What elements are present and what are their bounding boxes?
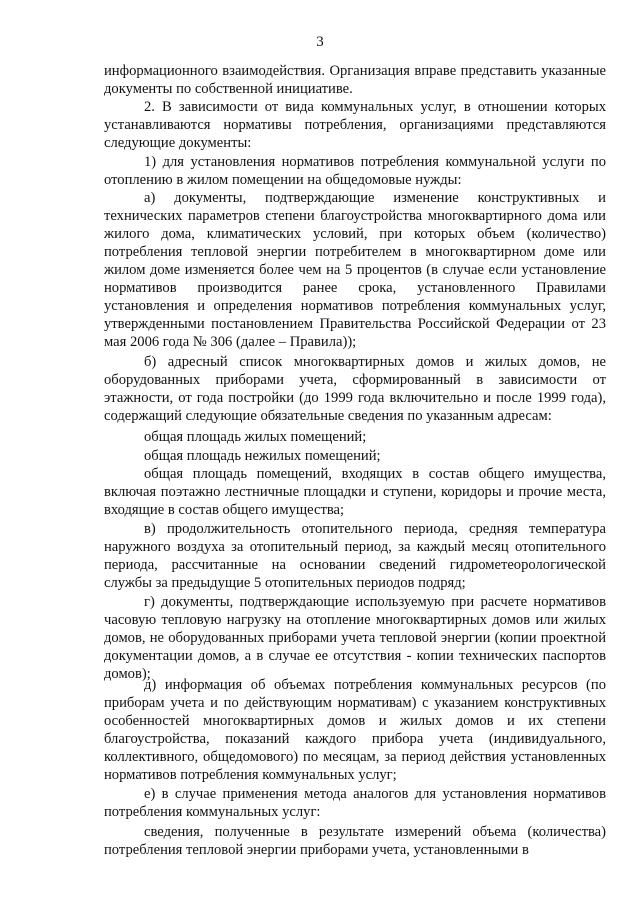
- paragraph-2: 2. В зависимости от вида коммунальных услуг, в отношении которых устанавливаются нормативы потребления, организациями представляются следующие документы:: [104, 99, 606, 151]
- paragraph-2-1-d: д) информация об объемах потребления коммунальных ресурсов (по приборам учета и по действующим нормативам) с указанием конструктивных особенностей многоквартирных домов и жилых домов и их степени благоустройства, показаний каждого прибора учета (индивидуального, коллективного, общедомового) по месяцам, за период действия установленных нормативов потребления коммунальных услуг;: [104, 677, 606, 783]
- paragraph-2-1-v: в) продолжительность отопительного периода, средняя температура наружного воздуха за отопительный период, за каждый месяц отопительного периода, рассчитанные на основании сведений гидрометеорологической службы за предыдущие 5 отопительных периодов подряд;: [104, 521, 606, 591]
- paragraph-2-1-a: а) документы, подтверждающие изменение конструктивных и технических параметров степени благоустройства многоквартирного дома или жилого дома, климатических условий, при которых объем (количество) потребления тепловой энергии потребителем в многоквартирном доме или жилом доме изменяется более чем на 5 процентов (в случае если установление нормативов производится ранее срока, установленного Правилами установления и определения нормативов потребления коммунальных услуг, утвержденными постановлением Правительства Российской Федерации от 23 мая 2006 года № 306 (далее – Правила));: [104, 190, 606, 350]
- paragraph-2-1-g: г) документы, подтверждающие используемую при расчете нормативов часовую тепловую нагрузку на отопление многоквартирных домов или жилых домов, не оборудованных приборами учета тепловой энергии (копии проектной документации домов, а в случае ее отсутствия - копии технических паспортов домов);: [104, 594, 606, 682]
- list-item-nonliving-area: общая площадь нежилых помещений;: [144, 448, 381, 464]
- paragraph-2-1-b: б) адресный список многоквартирных домов и жилых домов, не оборудованных приборами учета, сформированный в зависимости от этажности, от года постройки (до 1999 года включительно и после 1999 года), содержащий следующие обязательные сведения по указанным адресам:: [104, 354, 606, 424]
- page-number: 3: [316, 34, 324, 50]
- paragraph-continuation: информационного взаимодействия. Организация вправе представить указанные документы по собственной инициативе.: [104, 63, 606, 97]
- paragraph-measurements: сведения, полученные в результате измерений объема (количества) потребления тепловой энергии приборами учета, установленными в: [104, 824, 606, 858]
- paragraph-2-1: 1) для установления нормативов потребления коммунальной услуги по отоплению в жилом помещении на общедомовые нужды:: [104, 154, 606, 188]
- list-item-living-area: общая площадь жилых помещений;: [144, 429, 367, 445]
- list-item-common-area: общая площадь помещений, входящих в состав общего имущества, включая поэтажно лестничные площадки и ступени, коридоры и прочие места, входящие в состав общего имущества;: [104, 466, 606, 518]
- paragraph-2-1-e: е) в случае применения метода аналогов для установления нормативов потребления коммунальных услуг:: [104, 786, 606, 820]
